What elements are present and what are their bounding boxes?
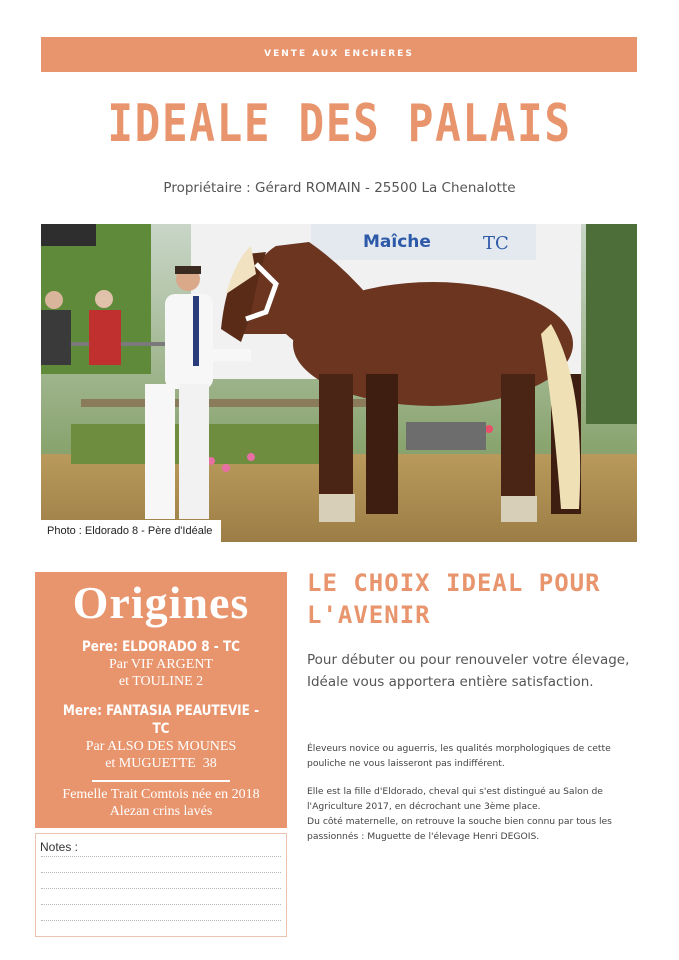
section-heading bbox=[307, 567, 637, 631]
paragraph-line: Éleveurs novice ou aguerris, les qualités morphologiques de cette bbox=[307, 743, 611, 754]
notes-label: Notes : bbox=[40, 840, 79, 854]
horse-coat: Alezan crins lavés bbox=[109, 804, 213, 819]
notes-line bbox=[41, 856, 281, 857]
paragraph-line: passionnés : Muguette de l'élevage Henri DEGOIS. bbox=[307, 831, 540, 842]
notes-box[interactable] bbox=[35, 833, 287, 937]
section-heading-line-1: LE CHOIX IDEAL POUR bbox=[307, 569, 601, 597]
stone-wall bbox=[406, 422, 486, 450]
horse-photo-illustration bbox=[41, 224, 637, 542]
notes-line bbox=[41, 888, 281, 889]
paragraph-breeders bbox=[307, 741, 627, 771]
horse-photo bbox=[41, 224, 637, 542]
paragraph-lineage bbox=[307, 784, 627, 844]
horse-name-title: IDEALE DES PALAIS bbox=[107, 94, 572, 154]
horse-description: Femelle Trait Comtois née en 2018 bbox=[62, 787, 260, 802]
background-car bbox=[41, 224, 96, 246]
paragraph-line: Elle est la fille d'Eldorado, cheval qui s'est distingué au Salon de bbox=[307, 786, 603, 797]
sign-text: Maîche bbox=[363, 232, 431, 252]
lead-paragraph bbox=[307, 649, 647, 693]
notes-line bbox=[41, 872, 281, 873]
origins-divider bbox=[92, 780, 230, 782]
notes-line bbox=[41, 920, 281, 921]
photo-caption: Photo : Eldorado 8 - Père d'Idéale bbox=[41, 520, 221, 542]
owner-line: Propriétaire : Gérard ROMAIN - 25500 La Chenalotte bbox=[163, 180, 516, 196]
sire-parent-line: Par VIF ARGENT bbox=[109, 657, 213, 672]
origins-title: Origines bbox=[72, 577, 250, 628]
dam-heading: Mere: FANTASIA PEAUTEVIE - TC bbox=[62, 703, 260, 737]
auction-banner: VENTE AUX ENCHERES bbox=[41, 37, 637, 72]
sign-logo: TC bbox=[483, 233, 509, 254]
dam-dam-line: et MUGUETTE 38 bbox=[105, 756, 217, 771]
paragraph-line: l'Agriculture 2017, en décrochant une 3ème place. bbox=[307, 801, 541, 812]
paragraph-line: pouliche ne vous laisseront pas indifférent. bbox=[307, 758, 505, 769]
notes-line bbox=[41, 904, 281, 905]
lead-line-1: Pour débuter ou pour renouveler votre élevage, bbox=[307, 652, 630, 668]
dam-sire-line: Par ALSO DES MOUNES bbox=[85, 739, 237, 754]
section-heading-line-2: L'AVENIR bbox=[307, 601, 431, 629]
origins-panel bbox=[35, 572, 287, 828]
lead-line-2: Idéale vous apportera entière satisfaction. bbox=[307, 674, 594, 690]
sire-dam-line: et TOULINE 2 bbox=[118, 674, 204, 689]
paragraph-line: Du côté maternelle, on retrouve la souche bien connu par tous les bbox=[307, 816, 612, 827]
sire-heading: Pere: ELDORADO 8 - TC bbox=[81, 639, 241, 655]
background-trees bbox=[586, 224, 637, 424]
